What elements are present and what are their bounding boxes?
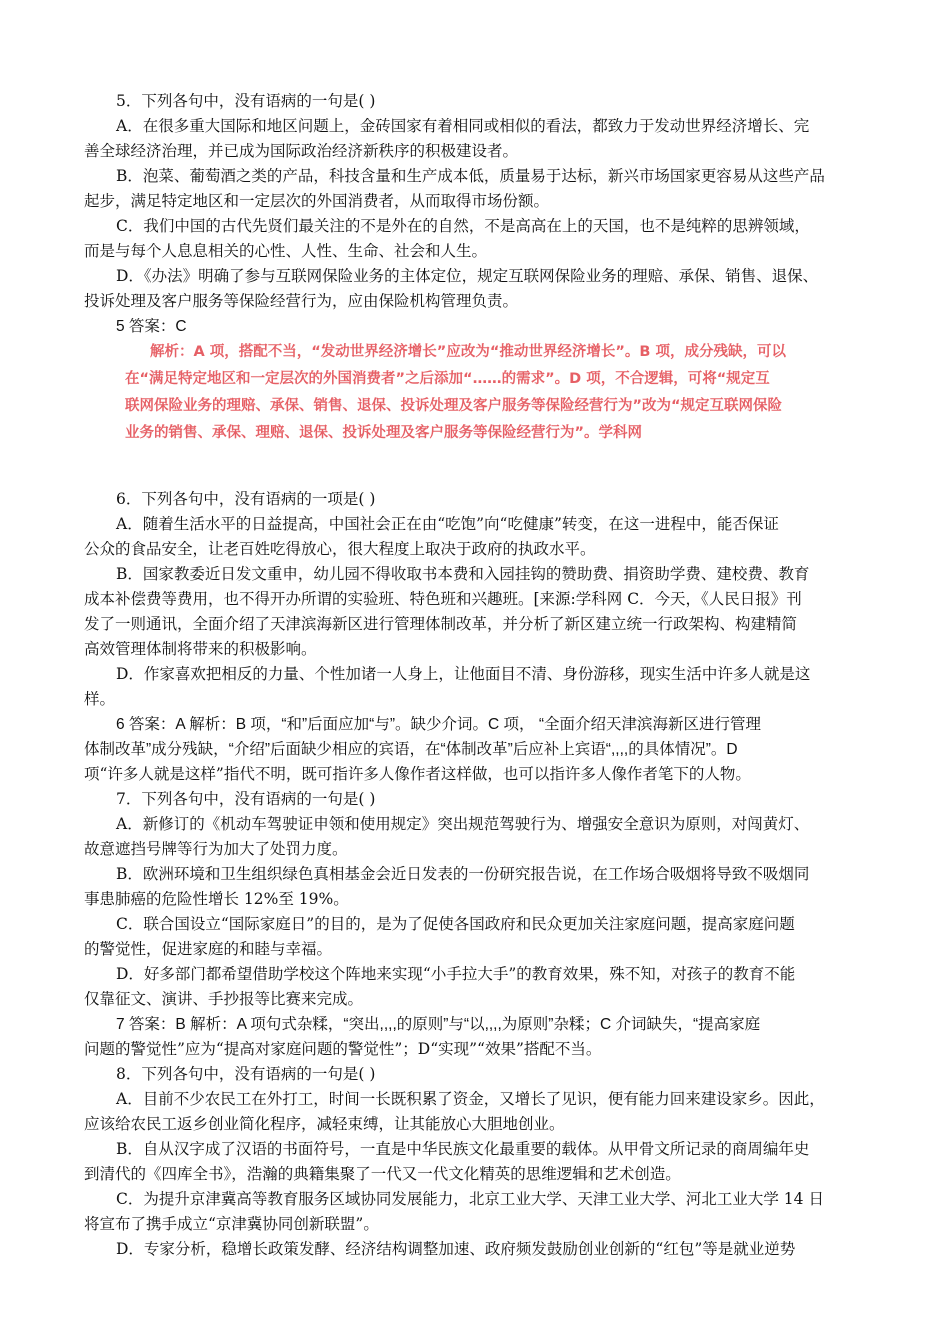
answer-5-analysis-image-line: 解析：A 项，搭配不当，“发动世界经济增长”应改为“推动世界经济增长”。B 项，成分残缺，可以	[150, 344, 786, 360]
answer-5-analysis-image-line: 业务的销售、承保、理赔、退保、投诉处理及客户服务等保险经营行为”。学科网	[125, 425, 643, 441]
question-7-option-b: B．欧洲环境和卫生组织绿色真相基金会近日发表的一份研究报告说，在工作场合吸烟将导致不吸烟同	[116, 865, 810, 883]
question-8-prompt: 8．下列各句中，没有语病的一句是( )	[116, 1065, 376, 1083]
question-5-option-d-cont: 投诉处理及客户服务等保险经营行为，应由保险机构管理负责。	[84, 292, 519, 310]
question-8-option-b-cont: 到清代的《四库全书》，浩瀚的典籍集聚了一代又一代文化精英的思维逻辑和艺术创造。	[84, 1165, 681, 1183]
question-7-option-c-cont: 的警觉性，促进家庭的和睦与幸福。	[84, 940, 333, 958]
question-7-answer: 7 答案：B 解析：A 项句式杂糅，“突出,,,,的原则”与“以,,,,为原则”杂糅；C 介词缺失，“提高家庭	[116, 1016, 761, 1033]
question-5-option-c-cont: 而是与每个人息息相关的心性、人性、生命、社会和人生。	[84, 242, 488, 260]
answer-5-analysis-image-line: 联网保险业务的理赔、承保、销售、退保、投诉处理及客户服务等保险经营行为”改为“规定互联网保险	[125, 398, 783, 414]
question-6-answer-cont: 项“许多人就是这样”指代不明，既可指许多人像作者这样做，也可以指许多人像作者笔下的人物。	[84, 765, 751, 783]
question-6-option-d: D．作家喜欢把相反的力量、个性加诸一人身上，让他面目不清、身份游移，现实生活中许多人就是这	[116, 665, 811, 683]
question-6-option-a-cont: 公众的食品安全，让老百姓吃得放心，很大程度上取决于政府的执政水平。	[84, 540, 596, 558]
question-7-prompt: 7．下列各句中，没有语病的一句是( )	[116, 790, 376, 808]
question-6-option-a: A．随着生活水平的日益提高，中国社会正在由“吃饱”向“吃健康”转变，在这一进程中，能否保证	[116, 515, 779, 533]
question-5-option-a-cont: 善全球经济治理，并已成为国际政治经济新秩序的积极建设者。	[84, 142, 519, 160]
question-5-option-b-cont: 起步，满足特定地区和一定层次的外国消费者，从而取得市场份额。	[84, 192, 550, 210]
question-5-answer: 5 答案：C	[116, 318, 187, 335]
question-6-answer: 6 答案：A 解析：B 项，“和”后面应加“与”。缺少介词。C 项， “全面介绍天津滨海新区进行管理	[116, 716, 761, 733]
question-6-option-b-cont: 成本补偿费等费用，也不得开办所谓的实验班、特色班和兴趣班。[来源:学科网 C．今天，《人民日报》刊	[84, 590, 802, 608]
question-6-option-b: B．国家教委近日发文重申，幼儿园不得收取书本费和入园挂钩的赞助费、捐资助学费、建校费、教育	[116, 565, 810, 583]
question-6-answer-cont: 体制改革”成分残缺，“介绍”后面缺少相应的宾语，在“体制改革”后应补上宾语“,,,,的具体情况”。D	[84, 741, 738, 758]
question-8-option-a: A．目前不少农民工在外打工，时间一长既积累了资金，又增长了见识，便有能力回来建设家乡。因此，	[116, 1090, 825, 1108]
question-5-option-a: A．在很多重大国际和地区问题上，金砖国家有着相同或相似的看法，都致力于发动世界经济增长、完	[116, 117, 810, 135]
question-7-option-a-cont: 故意遮挡号牌等行为加大了处罚力度。	[84, 840, 348, 858]
question-5-option-c: C．我们中国的古代先贤们最关注的不是外在的自然，不是高高在上的天国，也不是纯粹的思辨领域，	[116, 217, 810, 235]
question-8-option-c: C．为提升京津冀高等教育服务区域协同发展能力，北京工业大学、天津工业大学、河北工业大学 14 日	[116, 1190, 824, 1208]
question-7-answer-cont: 问题的警觉性”应为“提高对家庭问题的警觉性”；D“实现”“效果”搭配不当。	[84, 1040, 602, 1058]
question-5-prompt: 5．下列各句中，没有语病的一句是( )	[116, 92, 376, 110]
question-6-option-c-cont: 发了一则通讯，全面介绍了天津滨海新区进行管理体制改革，并分析了新区建立统一行政架构、构建精简	[84, 615, 798, 633]
question-8-option-b: B．自从汉字成了汉语的书面符号，一直是中华民族文化最重要的载体。从甲骨文所记录的商周编年史	[116, 1140, 810, 1158]
question-7-option-a: A．新修订的《机动车驾驶证申领和使用规定》突出规范驾驶行为、增强安全意识为原则，对闯黄灯、	[116, 815, 810, 833]
question-6-option-d-cont: 样。	[84, 690, 116, 708]
question-6-option-c-cont: 高效管理体制将带来的积极影响。	[84, 640, 317, 658]
question-7-option-d: D．好多部门都希望借助学校这个阵地来实现“小手拉大手”的教育效果，殊不知，对孩子的教育不能	[116, 965, 796, 983]
question-5-option-b: B．泡菜、葡萄酒之类的产品，科技含量和生产成本低，质量易于达标，新兴市场国家更容易从这些产品	[116, 167, 825, 185]
question-6-prompt: 6．下列各句中，没有语病的一项是( )	[116, 490, 376, 508]
question-7-option-d-cont: 仅靠征文、演讲、手抄报等比赛来完成。	[84, 990, 364, 1008]
question-7-option-c: C．联合国设立“国际家庭日”的目的，是为了促使各国政府和民众更加关注家庭问题，提高家庭问题	[116, 915, 795, 933]
answer-5-analysis-image-line: 在“满足特定地区和一定层次的外国消费者”之后添加“……的需求”。D 项，不合逻辑，可将“规定互	[125, 371, 770, 387]
question-8-option-a-cont: 应该给农民工返乡创业简化程序，减轻束缚，让其能放心大胆地创业。	[84, 1115, 565, 1133]
question-5-option-d: D．《办法》明确了参与互联网保险业务的主体定位，规定互联网保险业务的理赔、承保、销售、退保、	[116, 267, 819, 285]
question-7-option-b-cont: 事患肺癌的危险性增长 12%至 19%。	[84, 890, 349, 908]
question-8-option-d: D．专家分析，稳增长政策发酵、经济结构调整加速、政府频发鼓励创业创新的“红包”等是就业逆势	[116, 1240, 796, 1258]
question-8-option-c-cont: 将宣布了携手成立“京津冀协同创新联盟”。	[84, 1215, 379, 1233]
